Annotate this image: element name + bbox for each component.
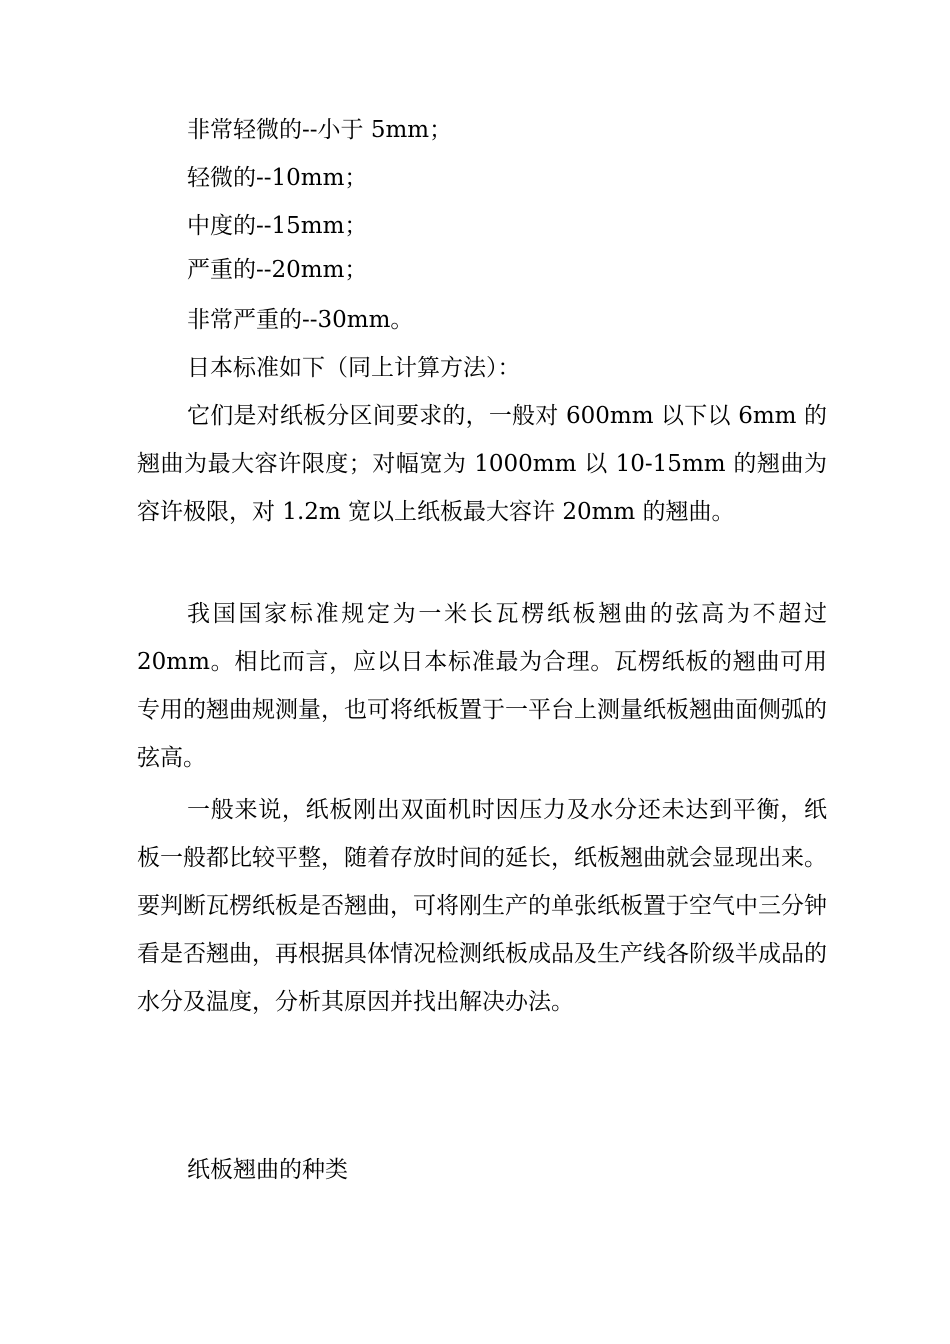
section-heading: 纸板翘曲的种类 bbox=[187, 1157, 348, 1183]
japan-standard-intro: 日本标准如下（同上计算方法）： bbox=[187, 355, 521, 381]
paragraph-japan-standard: 它们是对纸板分区间要求的，一般对 600mm 以下以 6mm 的翘曲为最大容许限度；对幅宽为 1000mm 以 10-15mm 的翘曲为容许极限，对 1.2m 宽以上纸板最大容许 20mm 的翘曲。 bbox=[137, 403, 827, 525]
standard-line-moderate: 中度的--15mm； bbox=[187, 213, 368, 239]
standard-line-slight: 轻微的--10mm； bbox=[187, 165, 368, 191]
standard-line-very-severe: 非常严重的--30mm。 bbox=[187, 307, 414, 333]
standard-line-very-slight: 非常轻微的--小于 5mm； bbox=[187, 117, 453, 143]
paragraph-national-standard: 我国国家标准规定为一米长瓦楞纸板翘曲的弦高为不超过 20mm。相比而言，应以日本标准最为合理。瓦楞纸板的翘曲可用专用的翘曲规测量，也可将纸板置于一平台上测量纸板翘曲面侧弧的弦高。 bbox=[137, 601, 827, 771]
paragraph-warping-detection: 一般来说，纸板刚出双面机时因压力及水分还未达到平衡，纸板一般都比较平整，随着存放时间的延长，纸板翘曲就会显现出来。要判断瓦楞纸板是否翘曲，可将刚生产的单张纸板置于空气中三分钟看是否翘曲，再根据具体情况检测纸板成品及生产线各阶级半成品的水分及温度，分析其原因并找出解决办法。 bbox=[137, 797, 827, 1015]
standard-line-severe: 严重的--20mm； bbox=[187, 257, 368, 283]
